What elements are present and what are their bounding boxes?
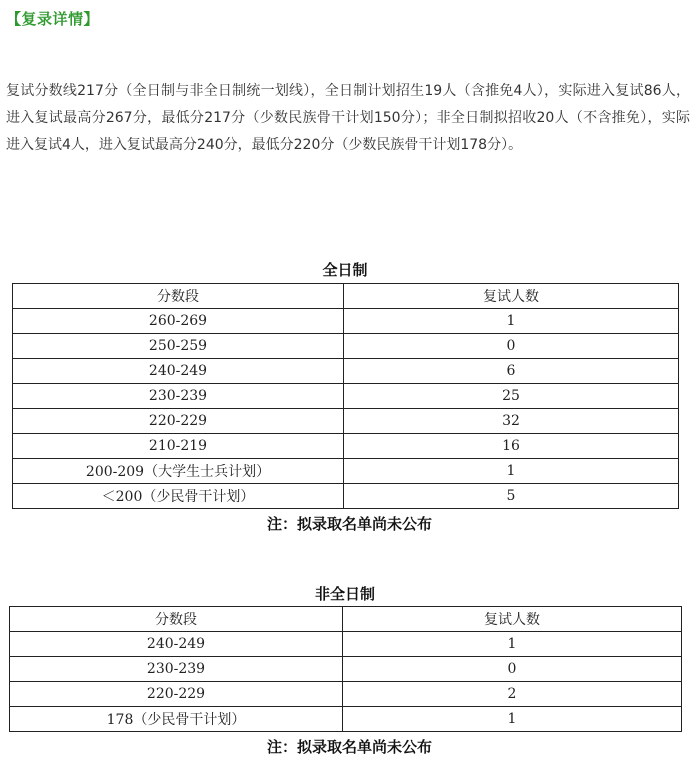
score-range-cell: 178（少民骨干计划） [10,707,343,732]
retest-count-cell: 16 [344,434,679,459]
fulltime-table-caption: 全日制 [322,261,368,279]
parttime-table-caption: 非全日制 [314,585,375,603]
score-range-cell: 220-229 [10,682,343,707]
score-range-cell: 250-259 [13,334,344,359]
table-row [10,707,682,732]
score-range-cell: 230-239 [10,657,343,682]
score-range-cell: 200-209（大学生士兵计划） [13,459,344,484]
retest-count-cell: 2 [343,682,682,707]
retest-count-cell: 5 [344,484,679,509]
fulltime-score-table [12,283,679,509]
table-row [13,384,679,409]
score-range-cell: 230-239 [13,384,344,409]
retest-count-cell: 1 [343,707,682,732]
retest-count-cell: 32 [344,409,679,434]
retest-count-cell: 6 [344,359,679,384]
table-row [13,359,679,384]
retest-count-cell: 1 [343,632,682,657]
header-score-range: 分数段 [13,284,344,309]
table-header-row [10,607,682,632]
retest-count-cell: 0 [344,334,679,359]
table-row [13,484,679,509]
header-retest-count: 复试人数 [344,284,679,309]
retest-count-cell: 0 [343,657,682,682]
score-range-cell: 240-249 [10,632,343,657]
section-heading: 【复录详情】 [6,10,100,28]
table-header-row [13,284,679,309]
score-range-cell: 240-249 [13,359,344,384]
table-row [13,334,679,359]
score-range-cell: 220-229 [13,409,344,434]
admission-summary-paragraph: 复试分数线217分（全日制与非全日制统一划线），全日制计划招生19人（含推免4人），实际进入复试86人，进入复试最高分267分，最低分217分（少数民族骨干计划150分）；非全日制拟招收20人（不含推免），实际进入复试4人，进入复试最高分240分，最低分220分（少数民族骨干计划178分）。 [6,83,690,153]
score-range-cell: ＜200（少民骨干计划） [13,484,344,509]
table-row [10,657,682,682]
parttime-table-note: 注：拟录取名单尚未公布 [266,738,432,756]
parttime-score-table [9,606,682,732]
table-row [10,632,682,657]
table-row [10,682,682,707]
table-row [13,459,679,484]
retest-count-cell: 1 [344,459,679,484]
table-row [13,309,679,334]
fulltime-table-note: 注：拟录取名单尚未公布 [266,515,432,533]
retest-count-cell: 1 [344,309,679,334]
score-range-cell: 260-269 [13,309,344,334]
score-range-cell: 210-219 [13,434,344,459]
table-row [13,409,679,434]
table-row [13,434,679,459]
retest-count-cell: 25 [344,384,679,409]
header-score-range: 分数段 [10,607,343,632]
header-retest-count: 复试人数 [343,607,682,632]
